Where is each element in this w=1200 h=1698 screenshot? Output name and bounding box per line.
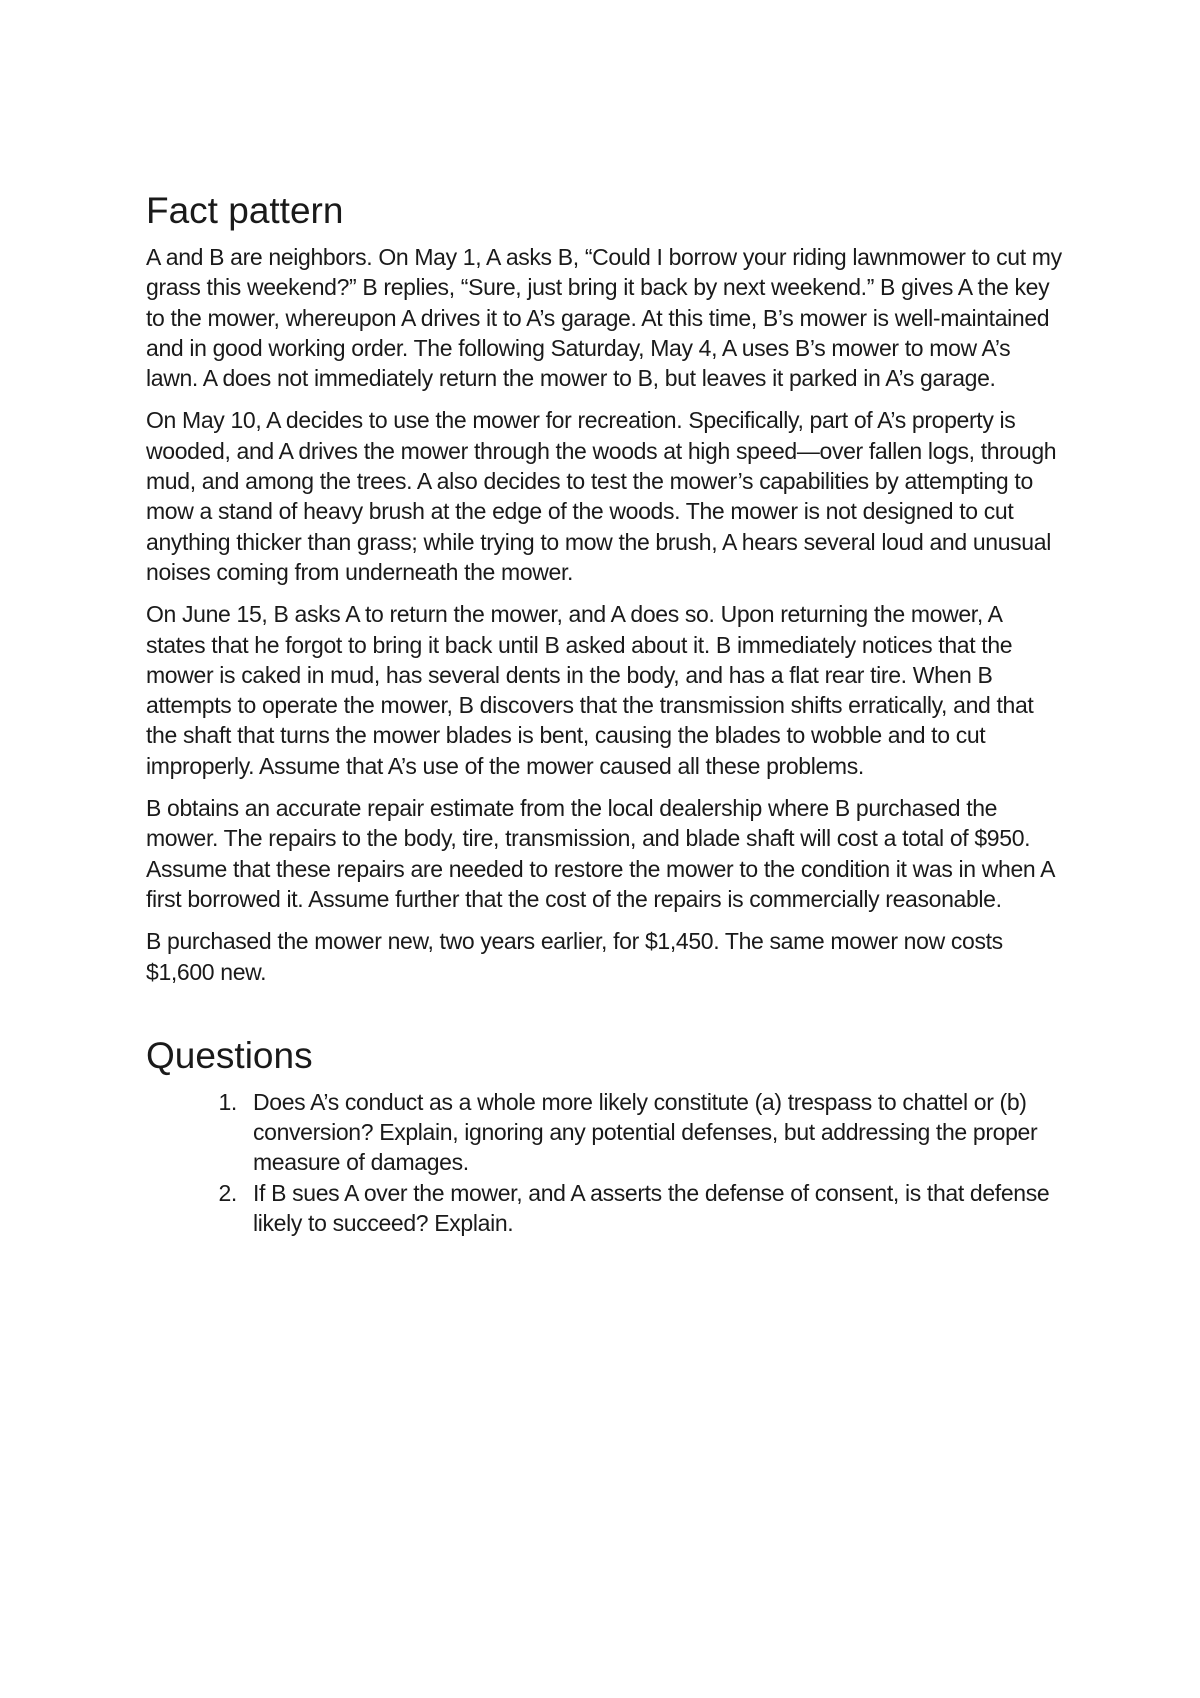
questions-list: [146, 1087, 1066, 1238]
fact-paragraph-3: On June 15, B asks A to return the mower, and A does so. Upon returning the mower, A states that he forgot to bring it back until B asked about it. B immediately notices that the mower is caked in mud, has several dents in the body, and has a flat rear tire. When B attempts to operate the mower, B discovers that the transmission shifts erratically, and that the shaft that turns the mower blades is bent, causing the blades to wobble and to cut improperly. Assume that A’s use of the mower caused all these problems.: [146, 601, 1034, 779]
questions-heading: Questions: [146, 1034, 313, 1076]
fact-paragraph-1: A and B are neighbors. On May 1, A asks B, “Could I borrow your riding lawnmower to cut my grass this weekend?” B replies, “Sure, just bring it back by next weekend.” B gives A the key to the mower, whereupon A drives it to A’s garage. At this time, B’s mower is well-maintained and in good working order. The following Saturday, May 4, A uses B’s mower to mow A’s lawn. A does not immediately return the mower to B, but leaves it parked in A’s garage.: [146, 244, 1062, 392]
question-item-2: 2. If B sues A over the mower, and A asserts the defense of consent, is that defense likely to succeed? Explain.: [243, 1178, 1066, 1239]
document-page: [146, 190, 1066, 1238]
fact-paragraph-2: On May 10, A decides to use the mower for recreation. Specifically, part of A’s property is wooded, and A drives the mower through the woods at high speed—over fallen logs, through mud, and among the trees. A also decides to test the mower’s capabilities by attempting to mow a stand of heavy brush at the edge of the woods. The mower is not designed to cut anything thicker than grass; while trying to mow the brush, A hears several loud and unusual noises coming from underneath the mower.: [146, 407, 1057, 585]
question-item-1: 1. Does A’s conduct as a whole more likely constitute (a) trespass to chattel or (b) conversion? Explain, ignoring any potential defenses, but addressing the proper measure of damages.: [243, 1087, 1066, 1178]
fact-paragraph-5: B purchased the mower new, two years earlier, for $1,450. The same mower now costs $1,600 new.: [146, 928, 1003, 985]
fact-paragraph-4: B obtains an accurate repair estimate from the local dealership where B purchased the mower. The repairs to the body, tire, transmission, and blade shaft will cost a total of $950. Assume that these repairs are needed to restore the mower to the condition it was in when A first borrowed it. Assume further that the cost of the repairs is commercially reasonable.: [146, 795, 1054, 912]
fact-pattern-heading: Fact pattern: [146, 190, 344, 231]
